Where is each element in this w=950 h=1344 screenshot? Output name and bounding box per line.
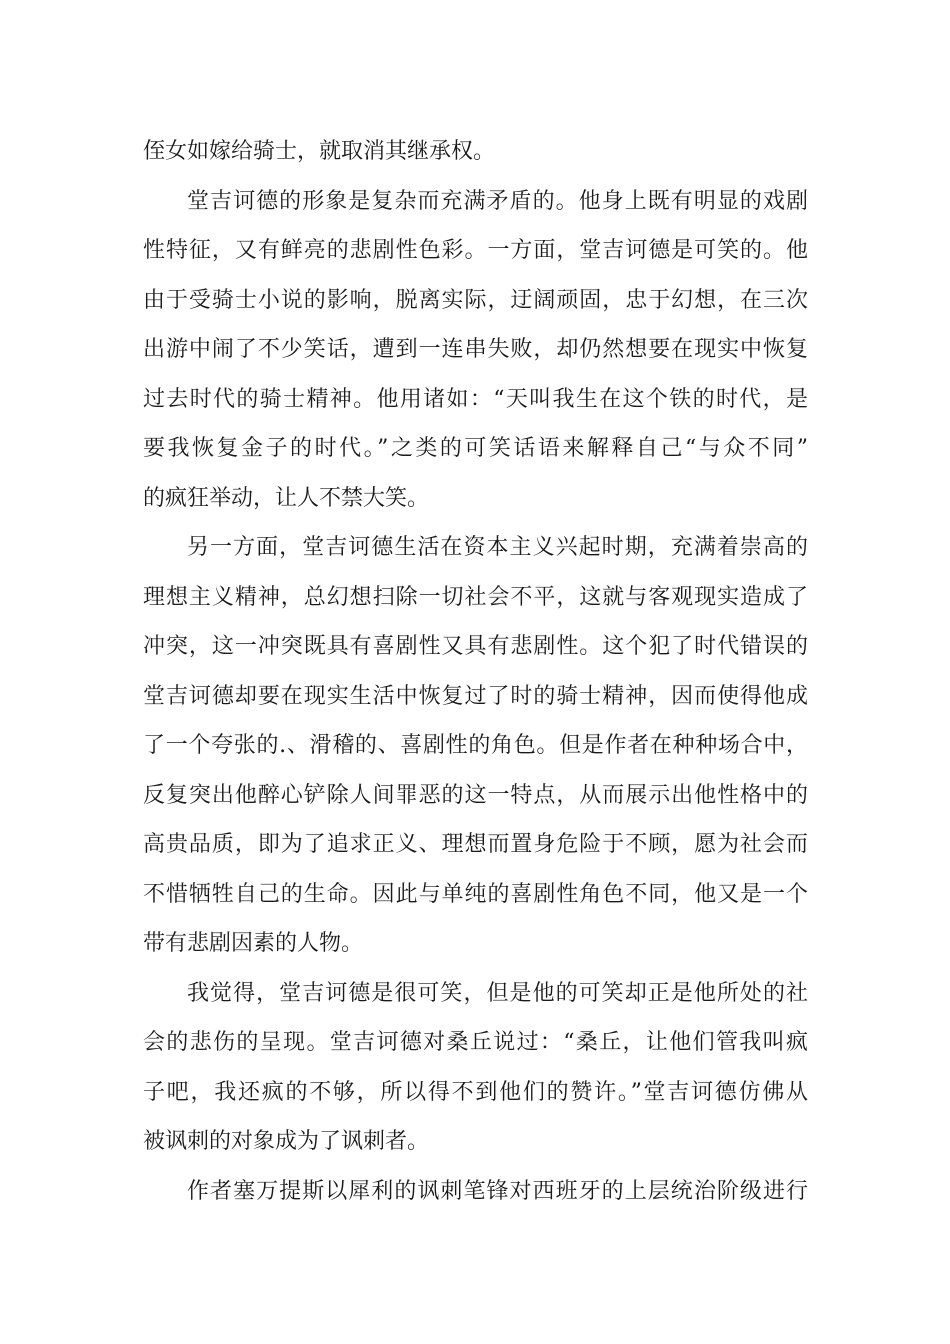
text-line: 性特征，又有鲜亮的悲剧性色彩。一方面，堂吉诃德是可笑的。他 <box>143 238 808 263</box>
text-line: 过去时代的骑士精神。他用诸如：“天叫我生在这个铁的时代，是 <box>143 386 808 412</box>
paragraph <box>143 127 808 177</box>
text-line: 堂吉诃德的形象是复杂而充满矛盾的。他身上既有明显的戏剧 <box>187 188 808 214</box>
body-text <box>143 127 808 1216</box>
text-line: 理想主义精神，总幻想扫除一切社会不平，这就与客观现实造成了 <box>143 584 808 610</box>
text-line: 的疯狂举动，让人不禁大笑。 <box>143 485 430 511</box>
paragraph <box>143 177 808 524</box>
text-line: 了一个夸张的.、滑稽的、喜剧性的角色。但是作者在种种场合中， <box>143 733 808 758</box>
text-line: 不惜牺牲自己的生命。因此与单纯的喜剧性角色不同，他又是一个 <box>143 881 808 907</box>
text-line: 出游中闹了不少笑话，遭到一连串失败，却仍然想要在现实中恢复 <box>143 337 808 362</box>
text-line: 侄女如嫁给骑士，就取消其继承权。 <box>143 139 496 164</box>
text-line: 会的悲伤的呈现。堂吉诃德对桑丘说过：“桑丘，让他们管我叫疯 <box>143 1030 808 1055</box>
text-line: 作者塞万提斯以犀利的讽刺笔锋对西班牙的上层统治阶级进行 <box>187 1178 808 1204</box>
text-line: 带有悲剧因素的人物。 <box>143 931 364 956</box>
paragraph <box>143 523 808 969</box>
text-line: 要我恢复金子的时代。”之类的可笑话语来解释自己“与众不同” <box>143 436 808 461</box>
text-line: 反复突出他醉心铲除人间罪恶的这一特点，从而展示出他性格中的 <box>143 782 808 808</box>
text-line: 堂吉诃德却要在现实生活中恢复过了时的骑士精神，因而使得他成 <box>143 683 808 709</box>
text-line: 被讽刺的对象成为了讽刺者。 <box>143 1129 430 1154</box>
paragraph <box>143 969 808 1167</box>
text-line: 子吧，我还疯的不够，所以得不到他们的赞许。”堂吉诃德仿佛从 <box>143 1079 808 1105</box>
text-line: 由于受骑士小说的影响，脱离实际，迂阔顽固，忠于幻想，在三次 <box>143 287 808 313</box>
text-line: 冲突，这一冲突既具有喜剧性又具有悲剧性。这个犯了时代错误的 <box>143 634 808 659</box>
text-line: 高贵品质，即为了追求正义、理想而置身危险于不顾，愿为社会而 <box>143 832 808 857</box>
text-line: 另一方面，堂吉诃德生活在资本主义兴起时期，充满着崇高的 <box>187 535 808 560</box>
text-line: 我觉得，堂吉诃德是很可笑，但是他的可笑却正是他所处的社 <box>187 980 808 1006</box>
paragraph <box>143 1167 808 1217</box>
